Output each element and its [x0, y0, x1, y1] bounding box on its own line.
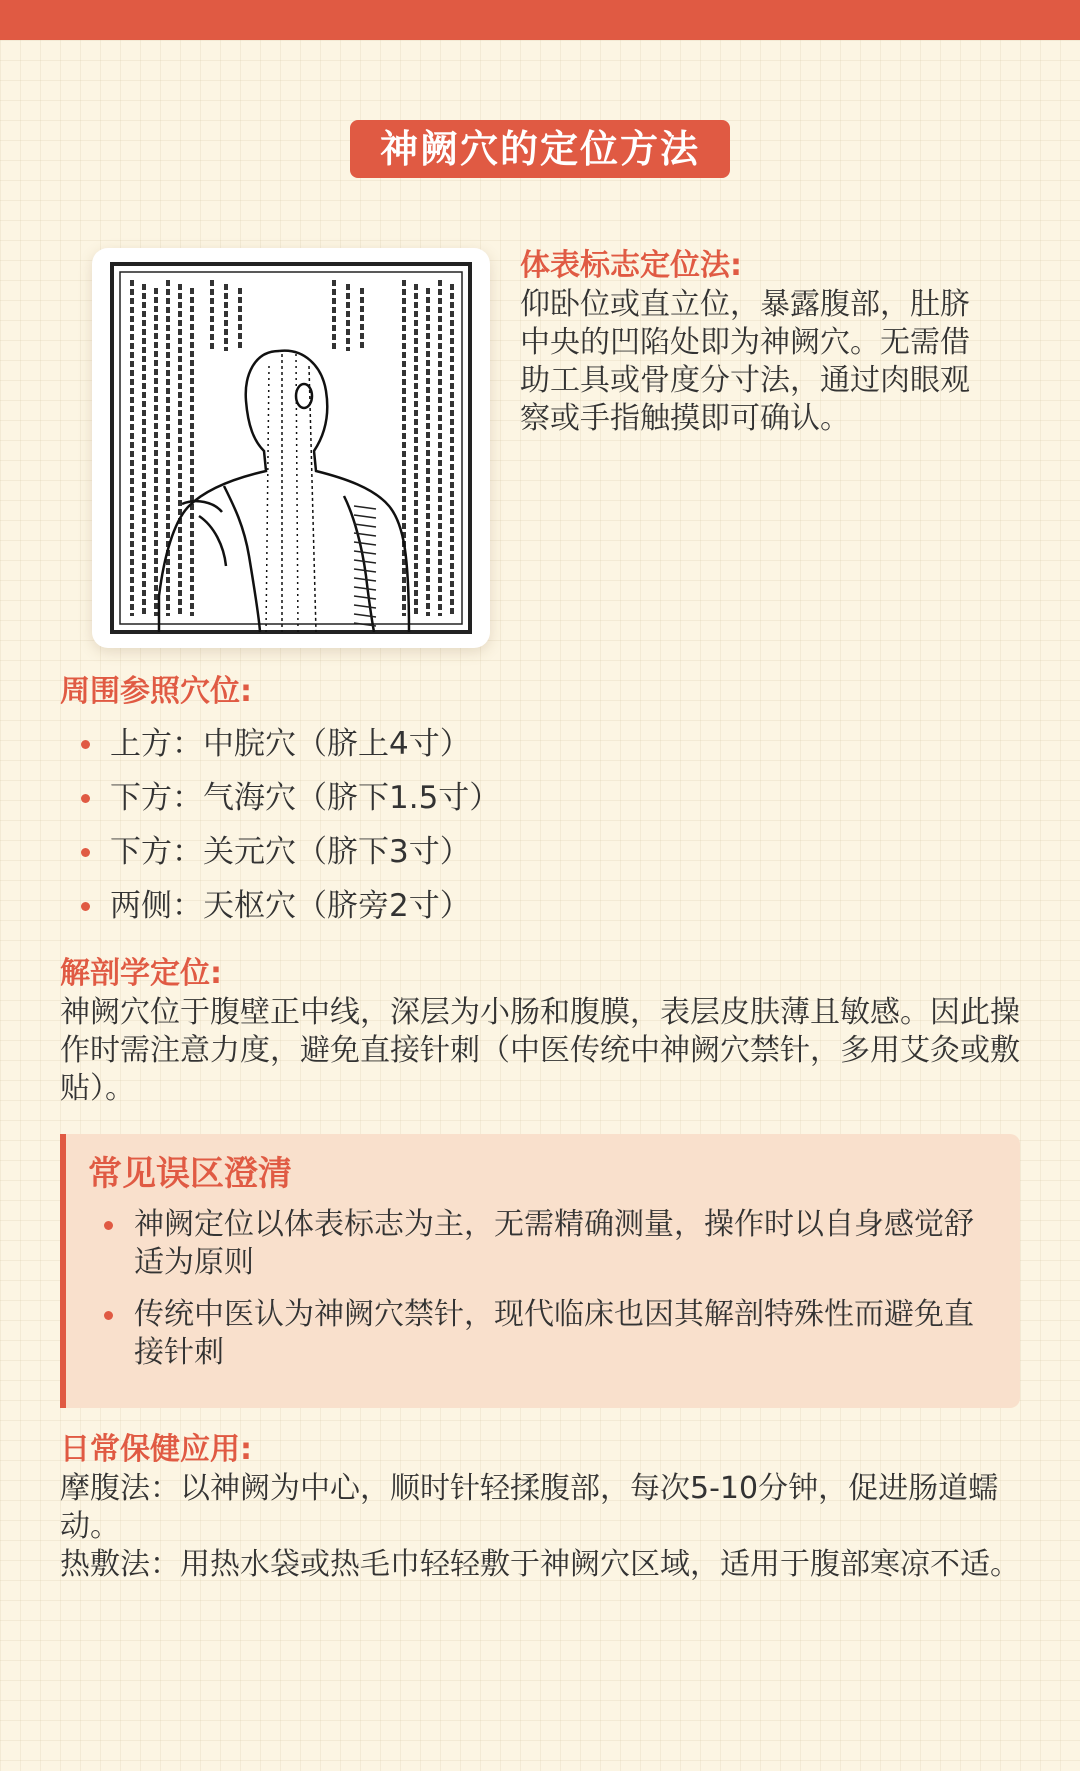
list-item-text: 下方：气海穴（脐下1.5寸）	[110, 780, 501, 816]
misconceptions-title: 常见误区澄清	[88, 1154, 292, 1194]
abdominal-massage-text: 摩腹法：以神阙为中心，顺时针轻揉腹部，每次5-10分钟，促进肠道蠕动。	[60, 1471, 999, 1544]
ancient-acupuncture-chart-illustration	[104, 256, 478, 640]
misconceptions-list	[88, 1206, 1000, 1372]
bullet-icon	[104, 1221, 113, 1230]
list-item	[88, 1296, 1000, 1372]
misconceptions-callout	[60, 1134, 1020, 1408]
anatomy-heading: 解剖学定位:	[60, 956, 222, 991]
list-item	[60, 780, 1020, 816]
surface-landmark-text: 仰卧位或直立位，暴露腹部，肚脐中央的凹陷处即为神阙穴。无需借助工具或骨度分寸法，通过肉眼观察或手指触摸即可确认。	[520, 287, 970, 436]
surface-landmark-section	[520, 246, 990, 438]
daily-care-section	[60, 1430, 1030, 1584]
surrounding-points-list	[60, 726, 1020, 924]
list-item-text: 神阙定位以体表标志为主，无需精确测量，操作时以自身感觉舒适为原则	[134, 1207, 974, 1280]
list-item-text: 传统中医认为神阙穴禁针，现代临床也因其解剖特殊性而避免直接针刺	[134, 1297, 974, 1370]
page-title: 神阙穴的定位方法	[350, 120, 730, 178]
bullet-icon	[104, 1311, 113, 1320]
surface-landmark-heading: 体表标志定位法:	[520, 248, 742, 283]
daily-care-heading: 日常保健应用:	[60, 1432, 252, 1467]
bullet-icon	[81, 794, 90, 803]
list-item	[60, 726, 1020, 762]
list-item-text: 上方：中脘穴（脐上4寸）	[110, 726, 471, 762]
top-accent-bar	[0, 0, 1080, 40]
list-item-text: 下方：关元穴（脐下3寸）	[110, 834, 471, 870]
surrounding-points-section	[60, 672, 1020, 942]
list-item-text: 两侧：天枢穴（脐旁2寸）	[110, 888, 471, 924]
hot-compress-text: 热敷法：用热水袋或热毛巾轻轻敷于神阙穴区域，适用于腹部寒凉不适。	[60, 1547, 1020, 1582]
list-item	[88, 1206, 1000, 1282]
surrounding-points-heading: 周围参照穴位:	[60, 674, 252, 709]
bullet-icon	[81, 848, 90, 857]
list-item	[60, 834, 1020, 870]
anatomy-text: 神阙穴位于腹壁正中线，深层为小肠和腹膜，表层皮肤薄且敏感。因此操作时需注意力度，避免直接针刺（中医传统中神阙穴禁针，多用艾灸或敷贴）。	[60, 995, 1020, 1106]
list-item	[60, 888, 1020, 924]
bullet-icon	[81, 902, 90, 911]
bullet-icon	[81, 740, 90, 749]
anatomy-section	[60, 954, 1030, 1108]
acupuncture-chart-card	[92, 248, 490, 648]
